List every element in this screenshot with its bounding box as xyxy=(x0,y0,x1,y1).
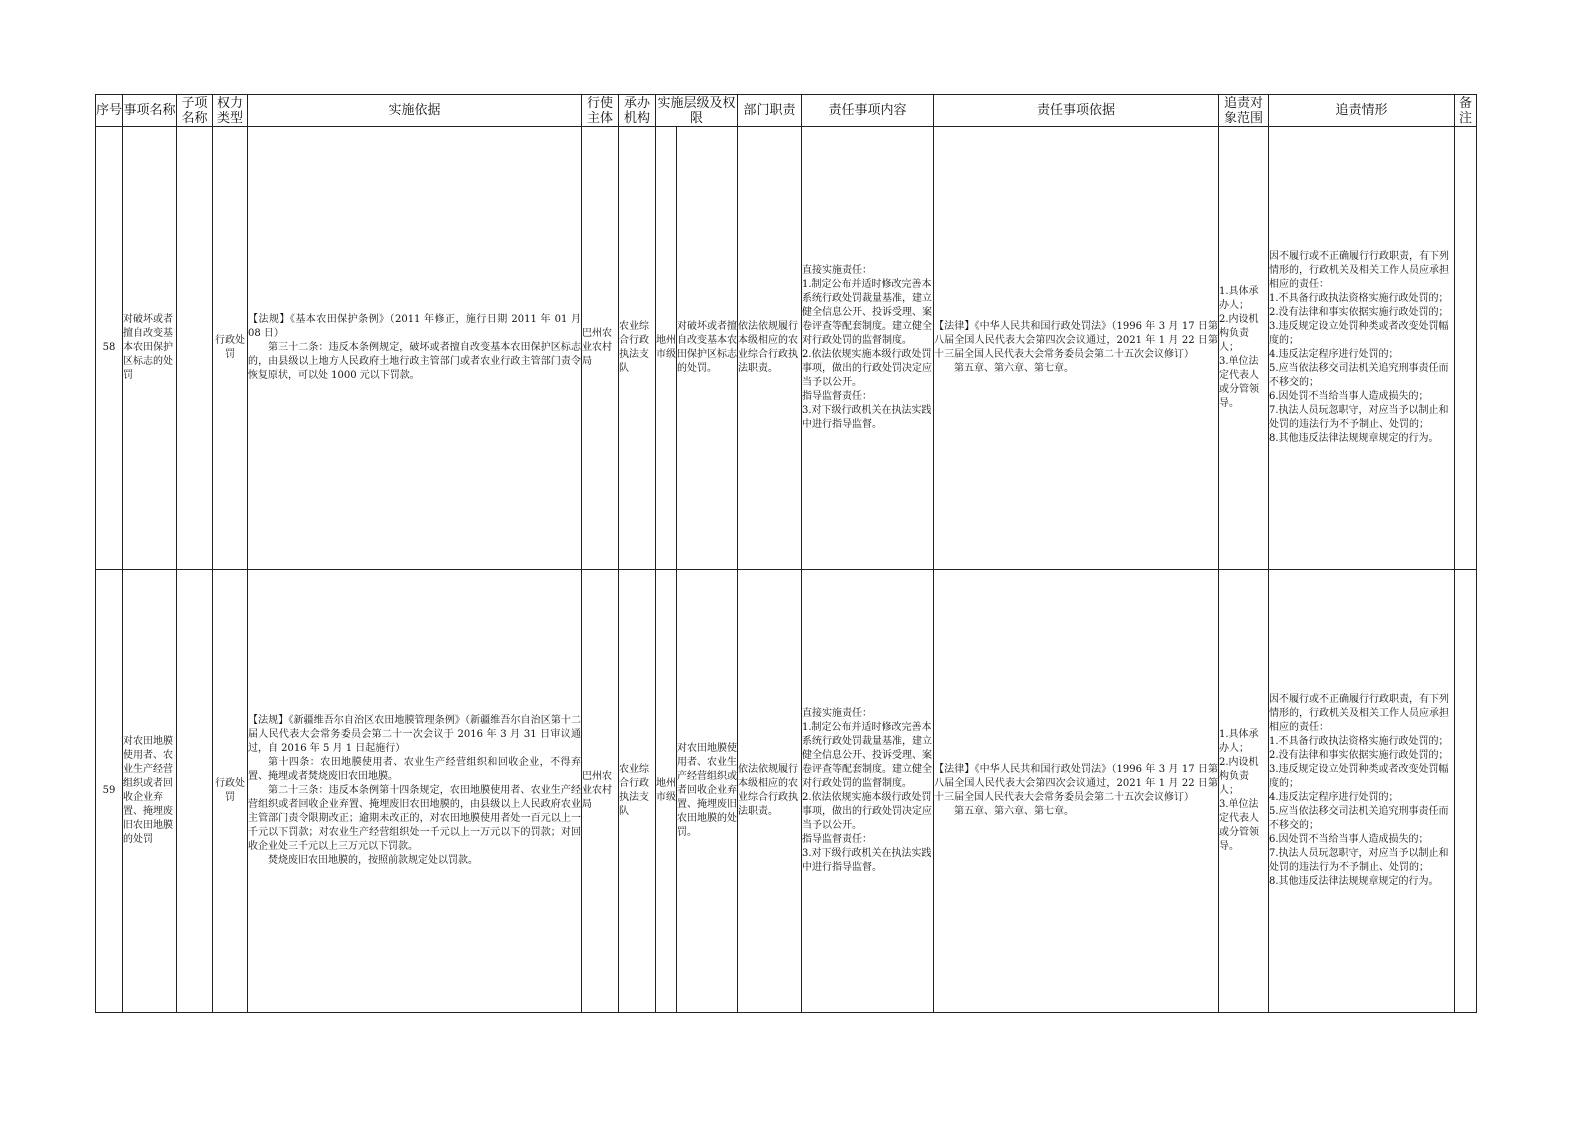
row-agency: 农业综合行政执法支队 xyxy=(619,127,656,570)
header-power-type: 权力类型 xyxy=(213,95,248,127)
row-duty: 依法依规履行本级相应的农业综合行政执法职责。 xyxy=(738,127,802,570)
header-accountability-cases: 追责情形 xyxy=(1269,95,1455,127)
resp-basis-chapters: 第五章、第六章、第七章。 xyxy=(954,363,1075,374)
row-level: 地州市级 xyxy=(656,570,677,1013)
resp-basis-chapters: 第五章、第六章、第七章。 xyxy=(954,806,1075,817)
row-accountability-cases: 因不履行或不正确履行行政职责，有下列情形的，行政机关及相关工作人员应承担相应的责任： 1.不具备行政执法资格实施行政处罚的； 2.没有法律和事实依据实施行政处罚的； 3.违反规定设立处罚种类或者改变处罚幅度的； 4.违反法定程序进行处罚的； 5.应当依法移交司法机关追究刑事责任而不移交的； 6.因处罚不当给当事人造成损失的； 7.执法人员玩忽职守，对应当予以制止和处罚的违法行为不予制止、处罚的； 8.其他违反法律法规规章规定的行为。 xyxy=(1269,127,1455,570)
row-agency: 农业综合行政执法支队 xyxy=(619,570,656,1013)
row-resp-basis xyxy=(934,127,1219,570)
row-accountability-scope: 1.具体承办人； 2.内设机构负责人； 3.单位法定代表人或分管领导。 xyxy=(1219,127,1269,570)
row-subject: 巴州农业农村局 xyxy=(582,570,619,1013)
row-seq: 59 xyxy=(96,570,123,1013)
header-resp-basis: 责任事项依据 xyxy=(934,95,1219,127)
row-basis xyxy=(248,127,582,570)
row-subject: 巴州农业农村局 xyxy=(582,127,619,570)
power-list-table xyxy=(95,94,1477,1013)
header-accountability-scope: 追责对象范围 xyxy=(1219,95,1269,127)
basis-article: 第十四条：农田地膜使用者、农业生产经营组织和回收企业，不得弃置、掩埋或者焚烧废旧农田地膜。 xyxy=(248,757,581,782)
row-duty: 依法依规履行本级相应的农业综合行政执法职责。 xyxy=(738,570,802,1013)
row-seq: 58 xyxy=(96,127,123,570)
resp-basis-source: 【法律】《中华人民共和国行政处罚法》（1996 年 3 月 17 日第八届全国人民代表大会第四次会议通过，2021 年 1 月 22 日第十三届全国人民代表大会常务委员会第二十五次会议修订） xyxy=(934,321,1219,360)
row-sub-name xyxy=(177,570,213,1013)
row-resp-basis xyxy=(934,570,1219,1013)
row-basis xyxy=(248,570,582,1013)
header-seq: 序号 xyxy=(96,95,123,127)
header-agency: 承办机构 xyxy=(619,95,656,127)
header-duty: 部门职责 xyxy=(738,95,802,127)
row-sub-name xyxy=(177,127,213,570)
header-basis: 实施依据 xyxy=(248,95,582,127)
row-remarks xyxy=(1455,127,1477,570)
header-resp-content: 责任事项内容 xyxy=(802,95,934,127)
basis-article: 第三十二条：违反本条例规定，破坏或者擅自改变基本农田保护区标志的，由县级以上地方人民政府土地行政主管部门或者农业行政主管部门责令恢复原状，可以处 1000 元以下罚款。 xyxy=(248,342,581,381)
basis-article: 第二十三条：违反本条例第十四条规定，农田地膜使用者、农业生产经营组织或者回收企业弃置、掩埋废旧农田地膜的，由县级以上人民政府农业主管部门责令限期改正；逾期未改正的，对农田地膜使用者处一百元以上一千元以下罚款；对农业生产经营组织处一千元以上一万元以下的罚款；对回收企业处三千元以上三万元以下罚款。 xyxy=(248,785,581,852)
table-row xyxy=(96,127,1477,570)
header-row xyxy=(96,95,1477,127)
row-item-name: 对农田地膜使用者、农业生产经营组织或者回收企业弃置、掩埋废旧农田地膜的处罚 xyxy=(123,570,177,1013)
row-accountability-scope: 1.具体承办人； 2.内设机构负责人； 3.单位法定代表人或分管领导。 xyxy=(1219,570,1269,1013)
row-accountability-cases: 因不履行或不正确履行行政职责，有下列情形的，行政机关及相关工作人员应承担相应的责任： 1.不具备行政执法资格实施行政处罚的； 2.没有法律和事实依据实施行政处罚的； 3.违反规定设立处罚种类或者改变处罚幅度的； 4.违反法定程序进行处罚的； 5.应当依法移交司法机关追究刑事责任而不移交的； 6.因处罚不当给当事人造成损失的； 7.执法人员玩忽职守，对应当予以制止和处罚的违法行为不予制止、处罚的； 8.其他违反法律法规规章规定的行为。 xyxy=(1269,570,1455,1013)
header-item-name: 事项名称 xyxy=(123,95,177,127)
row-resp-content: 直接实施责任： 1.制定公布并适时修改完善本系统行政处罚裁量基准，建立健全信息公开、投诉受理、案卷评查等配套制度。建立健全对行政处罚的监督制度。 2.依法依规实施本级行政处罚事项，做出的行政处罚决定应当予以公开。 指导监督责任： 3.对下级行政机关在执法实践中进行指导监督。 xyxy=(802,570,934,1013)
row-power-type: 行政处罚 xyxy=(213,127,248,570)
row-level-scope: 对农田地膜使用者、农业生产经营组织或者回收企业弃置、掩埋废旧农田地膜的处罚。 xyxy=(677,570,738,1013)
row-resp-content: 直接实施责任： 1.制定公布并适时修改完善本系统行政处罚裁量基准，建立健全信息公开、投诉受理、案卷评查等配套制度。建立健全对行政处罚的监督制度。 2.依法依规实施本级行政处罚事项，做出的行政处罚决定应当予以公开。 指导监督责任： 3.对下级行政机关在执法实践中进行指导监督。 xyxy=(802,127,934,570)
row-level: 地州市级 xyxy=(656,127,677,570)
header-level: 实施层级及权限 xyxy=(657,95,736,126)
header-subject: 行使主体 xyxy=(582,95,619,127)
basis-source: 【法规】《基本农田保护条例》（2011 年修正，施行日期 2011 年 01 月 08 日） xyxy=(248,314,581,339)
table-row xyxy=(96,570,1477,1013)
header-remarks: 备注 xyxy=(1455,95,1477,127)
basis-article: 焚烧废旧农田地膜的，按照前款规定处以罚款。 xyxy=(268,855,478,866)
row-level-scope: 对破坏或者擅自改变基本农田保护区标志的处罚。 xyxy=(677,127,738,570)
row-item-name: 对破坏或者擅自改变基本农田保护区标志的处罚 xyxy=(123,127,177,570)
row-remarks xyxy=(1455,570,1477,1013)
row-power-type: 行政处罚 xyxy=(213,570,248,1013)
basis-source: 【法规】《新疆维吾尔自治区农田地膜管理条例》（新疆维吾尔自治区第十二届人民代表大会常务委员会第二十一次会议于 2016 年 3 月 31 日审议通过，自 2016 年 5 月 1 日起施行） xyxy=(248,715,581,754)
header-sub-name: 子项名称 xyxy=(177,95,213,127)
resp-basis-source: 【法律】《中华人民共和国行政处罚法》（1996 年 3 月 17 日第八届全国人民代表大会第四次会议通过，2021 年 1 月 22 日第十三届全国人民代表大会常务委员会第二十五次会议修订） xyxy=(934,764,1219,803)
